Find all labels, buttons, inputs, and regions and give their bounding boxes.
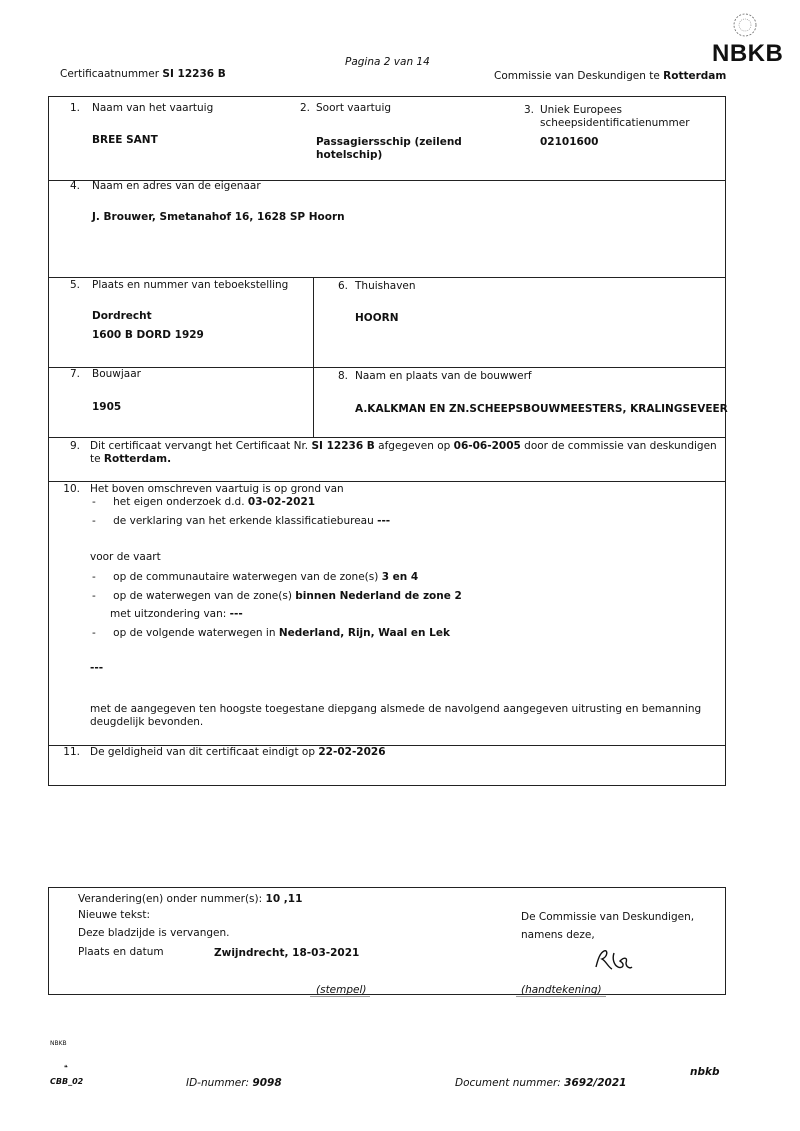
zone-bullet-1: - op de communautaire waterwegen van de zone(s) 3 en 4 (92, 571, 419, 583)
footer-mark: ❝ (64, 1064, 68, 1072)
shipyard-value: A.KALKMAN EN ZN.SCHEEPSBOUWMEESTERS, KRALINGSEVEER (355, 403, 728, 415)
commission-sign-2: namens deze, (521, 929, 595, 941)
vessel-type-value-1: Passagiersschip (zeilend (316, 136, 462, 148)
certificate-number: Certificaatnummer SI 12236 B (60, 68, 226, 80)
owner-label: Naam en adres van de eigenaar (92, 180, 261, 192)
vessel-name-label: Naam van het vaartuig (92, 102, 214, 114)
vessel-type-label: Soort vaartuig (316, 102, 392, 114)
build-year-value: 1905 (92, 401, 122, 413)
eni-label-1: Uniek Europees (540, 104, 622, 116)
build-year-label: Bouwjaar (92, 368, 141, 380)
basis-bullet-1: - het eigen onderzoek d.d. 03-02-2021 (92, 496, 316, 508)
owner-value: J. Brouwer, Smetanahof 16, 1628 SP Hoorn (92, 211, 345, 223)
place-date-value: Zwijndrecht, 18-03-2021 (214, 947, 360, 959)
page-indicator: Pagina 2 van 14 (345, 56, 430, 68)
zone-exception: met uitzondering van: --- (110, 608, 243, 620)
replacement-text-1: Dit certificaat vervangt het Certificaat Nr. SI 12236 B afgegeven op 06-06-2005 door de commissie van deskundigen (90, 440, 717, 452)
stamp-label: (stempel) (316, 984, 367, 996)
home-port-label: Thuishaven (355, 280, 416, 292)
validity: De geldigheid van dit certificaat eindigt op 22-02-2026 (90, 746, 386, 758)
change-numbers: Verandering(en) onder nummer(s): 10 ,11 (78, 893, 303, 905)
closing-line-1: met de aangegeven ten hoogste toegestane diepgang alsmede de navolgend aangegeven uitrusting en bemanning (90, 703, 702, 715)
zone-dashes: --- (90, 662, 104, 674)
basis-intro: Het boven omschreven vaartuig is op grond van (90, 483, 344, 495)
registration-label: Plaats en nummer van teboekstelling (92, 279, 289, 291)
signature-icon (592, 945, 636, 973)
shipyard-label: Naam en plaats van de bouwwerf (355, 370, 532, 382)
form-code: CBB_02 (50, 1077, 84, 1086)
vessel-name-value: BREE SANT (92, 134, 158, 146)
commission-header: Commissie van Deskundigen te Rotterdam (494, 70, 727, 82)
commission-sign-1: De Commissie van Deskundigen, (521, 911, 695, 923)
new-text-label: Nieuwe tekst: (78, 909, 151, 921)
registration-place: Dordrecht (92, 310, 152, 322)
zone-bullet-3: - op de volgende waterwegen in Nederland, Rijn, Waal en Lek (92, 627, 450, 639)
registration-number: 1600 B DORD 1929 (92, 329, 204, 341)
id-number: ID-nummer: 9098 (186, 1077, 282, 1089)
eni-label-2: scheepsidentificatienummer (540, 117, 690, 129)
nbkb-logo: NBKB (712, 40, 784, 67)
eni-value: 02101600 (540, 136, 599, 148)
place-date-label: Plaats en datum (78, 946, 164, 958)
vessel-type-value-2: hotelschip) (316, 149, 383, 161)
footer-nbkb-small: NBKB (50, 1040, 67, 1047)
signature-label: (handtekening) (521, 984, 602, 996)
page-replaced: Deze bladzijde is vervangen. (78, 927, 230, 939)
home-port-value: HOORN (355, 312, 399, 324)
zone-bullet-2: - op de waterwegen van de zone(s) binnen Nederland de zone 2 (92, 590, 462, 602)
document-number: Document nummer: 3692/2021 (455, 1077, 627, 1089)
voor-de-vaart: voor de vaart (90, 551, 161, 563)
replacement-text-2: te Rotterdam. (90, 453, 172, 465)
footer-brand: nbkb (690, 1066, 720, 1078)
closing-line-2: deugdelijk bevonden. (90, 716, 204, 728)
basis-bullet-2: - de verklaring van het erkende klassificatiebureau --- (92, 515, 391, 527)
nbkb-logo-icon (730, 12, 760, 38)
